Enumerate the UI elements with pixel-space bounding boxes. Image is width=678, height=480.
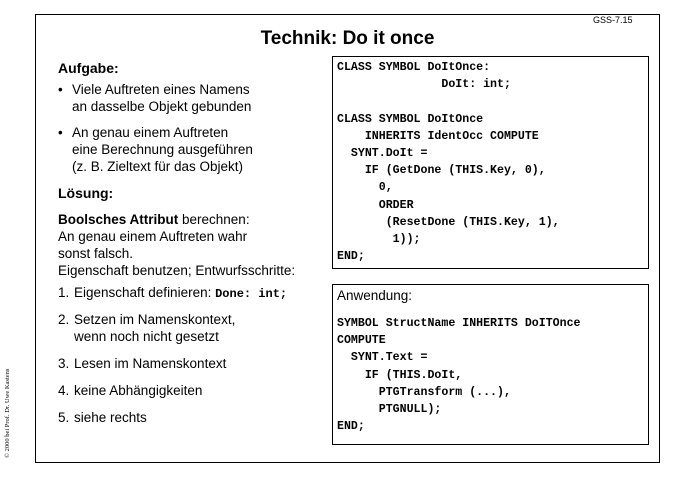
attribute-rest: berechnen: — [178, 212, 250, 227]
left-column — [58, 60, 330, 426]
step-text: Setzen im Namenskontext, wenn noch nicht gesetzt — [74, 312, 236, 344]
page-title: Technik: Do it once — [260, 28, 435, 49]
step-number: 1. — [58, 285, 70, 300]
step-number: 2. — [58, 312, 70, 327]
usage-label: Anwendung: — [337, 288, 413, 303]
step-item — [58, 284, 330, 303]
attribute-line — [58, 211, 330, 228]
list-item-text: Viele Auftreten eines Namens an dasselbe Objekt gebunden — [72, 82, 252, 114]
step-item — [58, 355, 330, 372]
loesung-text: An genau einem Auftreten wahr sonst falsch. Eigenschaft benutzen; Entwurfsschritte: — [58, 229, 296, 278]
code-block: CLASS SYMBOL DoItOnce: DoIt: int; CLASS SYMBOL DoItOnce INHERITS IdentOcc COMPUTE SYNT.DoIt = IF (GetDone (THIS.Key, 0), 0, ORDER (ResetDone (THIS.Key, 1), 1)); END; — [337, 61, 560, 264]
step-text: keine Abhängigkeiten — [74, 383, 203, 398]
step-text: Lesen im Namenskontext — [74, 356, 227, 371]
list-item — [58, 81, 330, 115]
step-code: Done: int; — [215, 287, 288, 301]
list-item-text: An genau einem Auftreten eine Berechnung ausgeführen (z. B. Zieltext für das Objekt) — [72, 125, 253, 174]
usage-code-block: SYMBOL StructName INHERITS DoITOnce COMPUTE SYNT.Text = IF (THIS.DoIt, PTGTransform (...), PTGNULL); END; — [337, 317, 581, 434]
step-item — [58, 311, 330, 345]
code-box — [332, 56, 649, 269]
loesung-heading: Lösung: — [58, 185, 114, 201]
aufgabe-heading: Aufgabe: — [58, 60, 119, 76]
attribute-bold: Boolsches Attribut — [58, 212, 179, 227]
step-item — [58, 409, 330, 426]
slide-id: GSS-7.15 — [593, 15, 633, 25]
list-item — [58, 124, 330, 175]
copyright-notice: © 2000 bei Prof. Dr. Uwe Kastens — [4, 368, 11, 458]
step-text: siehe rechts — [74, 410, 147, 425]
step-number: 5. — [58, 410, 70, 425]
usage-box — [332, 284, 649, 445]
step-number: 4. — [58, 383, 70, 398]
step-text: Eigenschaft definieren: — [74, 285, 216, 300]
step-number: 3. — [58, 356, 70, 371]
step-item — [58, 382, 330, 399]
